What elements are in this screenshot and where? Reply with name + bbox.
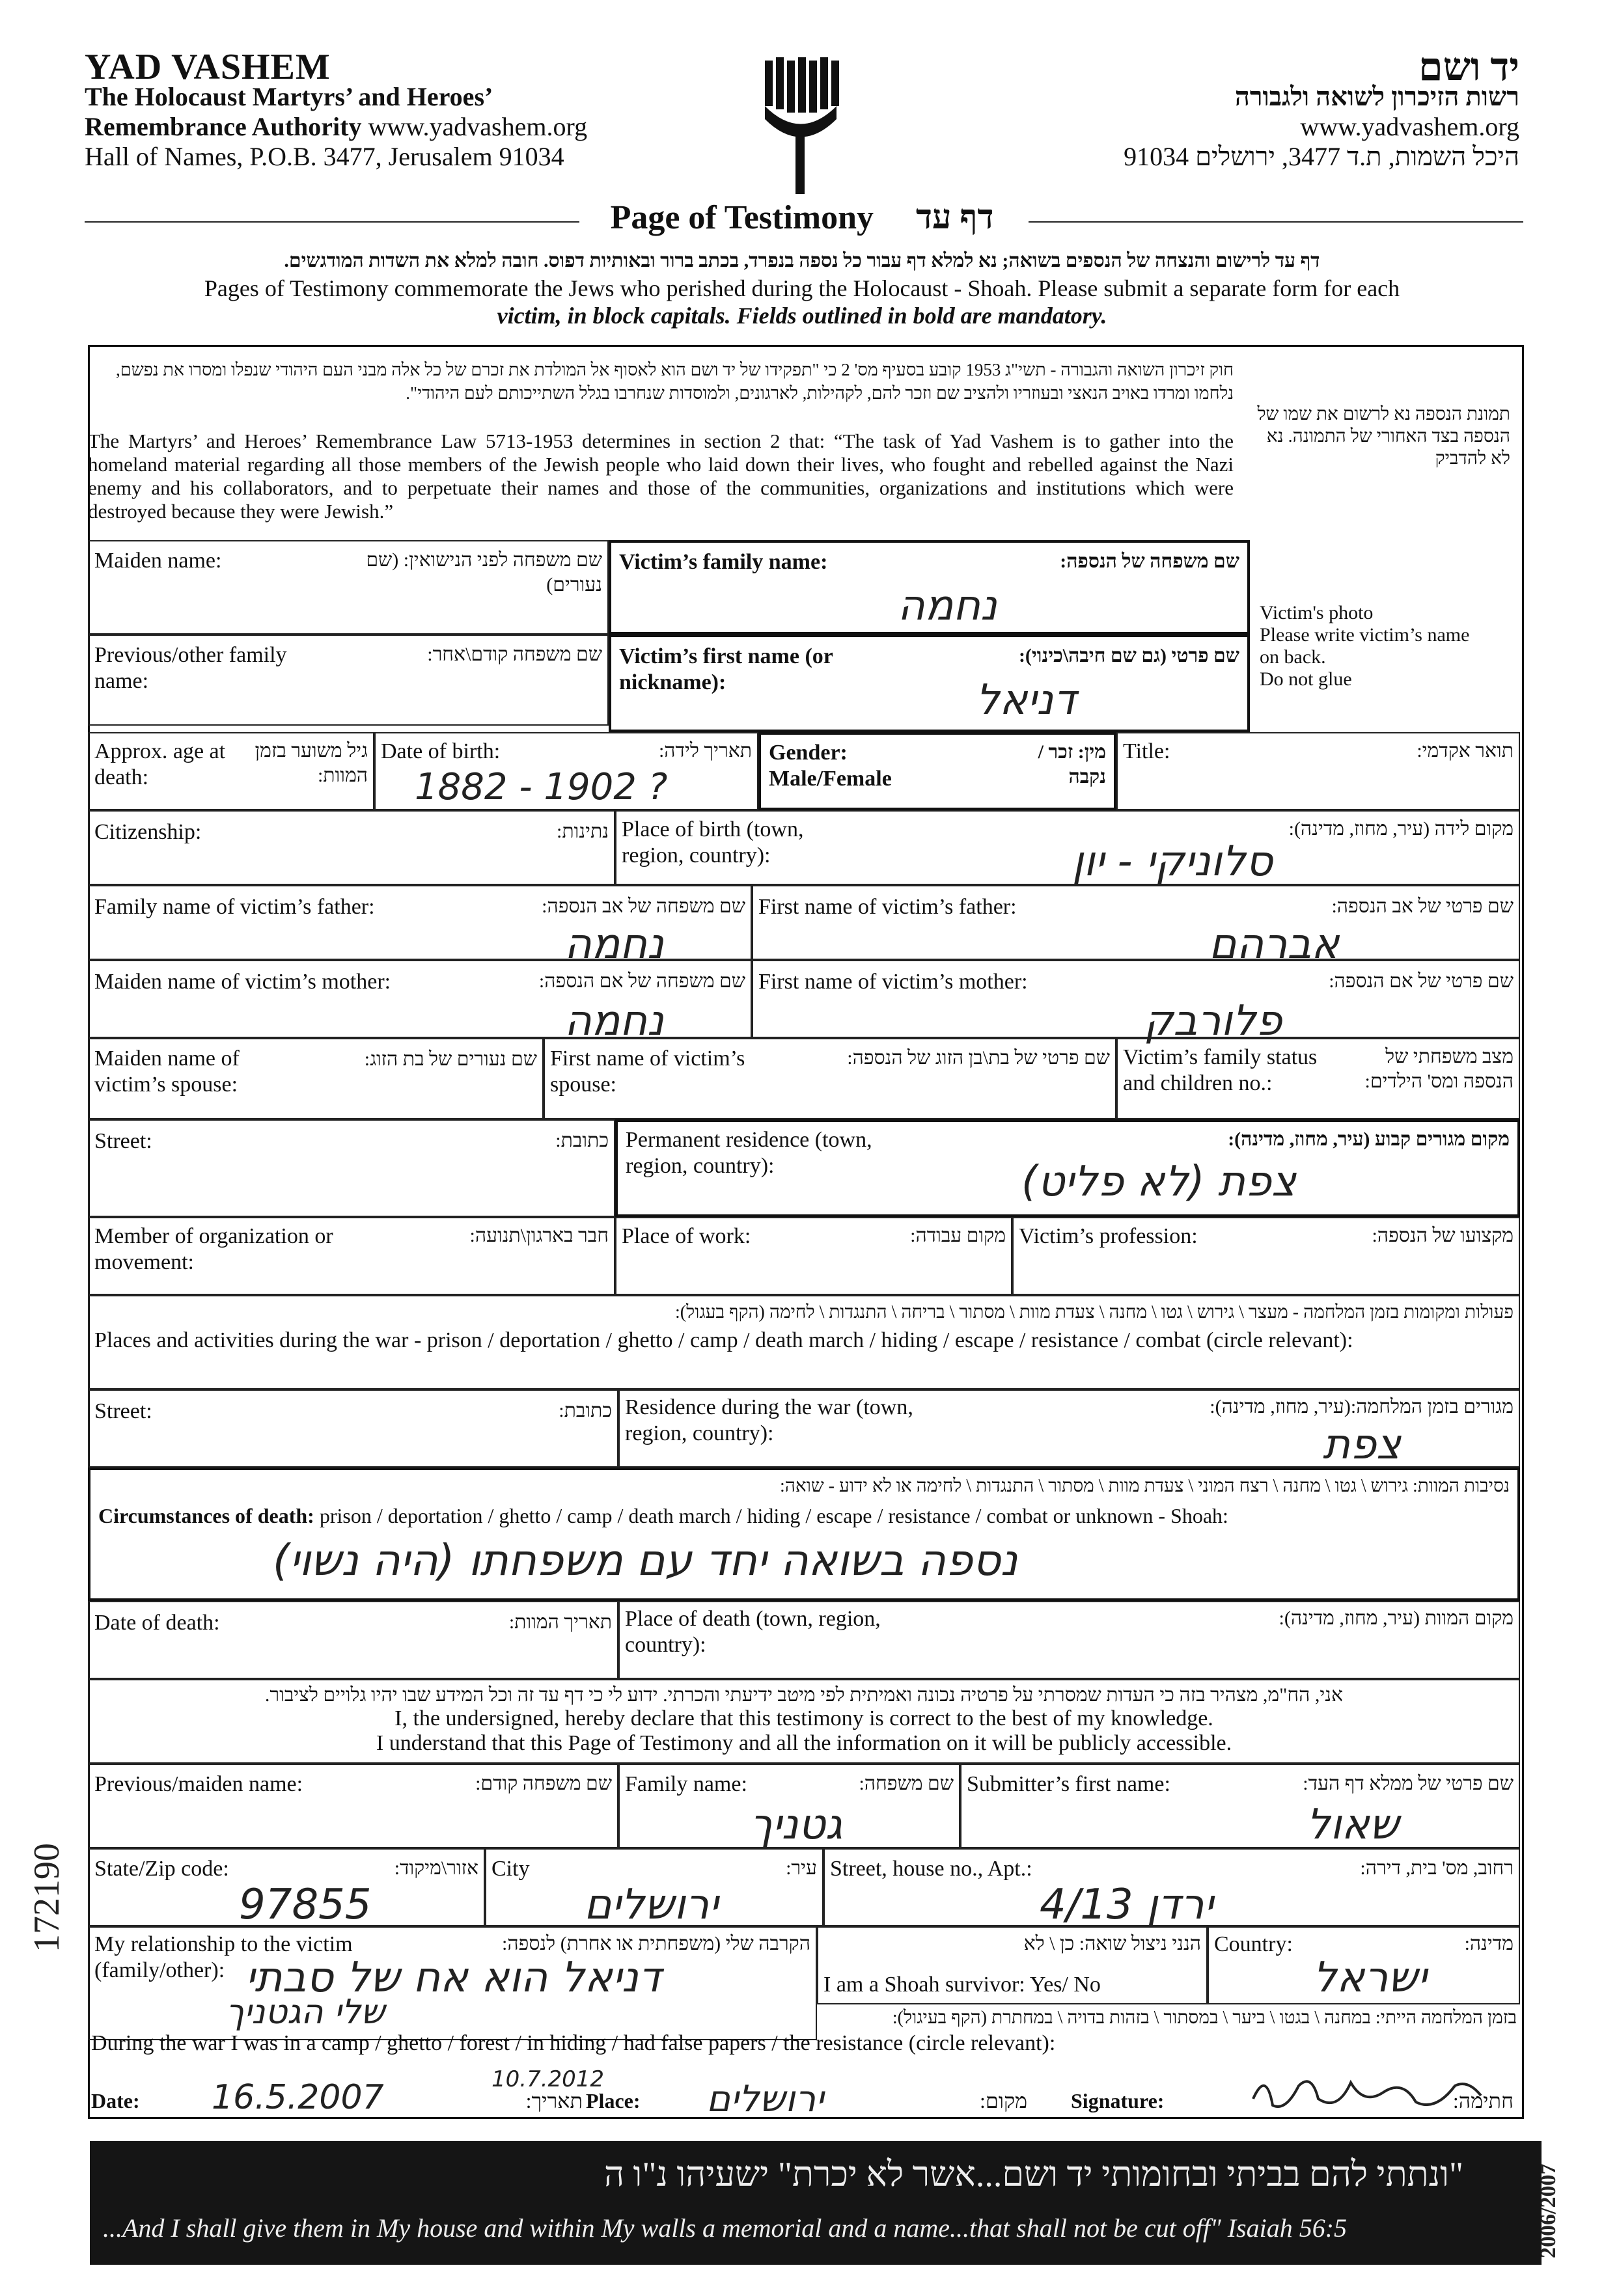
- father-family-label-he: שם משפחה של אב הנספה:: [542, 895, 745, 917]
- age-label-he: גיל משוער בזמן המוות:: [255, 740, 368, 786]
- submitter-family-name-label: Family name:: [625, 1772, 747, 1796]
- header-english: [85, 47, 588, 172]
- place-of-death-field[interactable]: [618, 1601, 1520, 1679]
- website-en: www.yadvashem.org: [368, 112, 588, 141]
- intro-text: [91, 247, 1513, 329]
- residence-field[interactable]: [615, 1119, 1520, 1217]
- previous-name-label: Previous/other family name:: [94, 643, 287, 693]
- first-name-label-he: שם פרטי (גם שם חיבה\כינוי):: [1018, 645, 1239, 666]
- pod-label: Place of death (town, region, country):: [625, 1607, 881, 1657]
- war-places-en: Places and activities during the war - prison / deportation / ghetto / camp / death march / hiding / escape / resistance / combat (circle relevant):: [94, 1328, 1353, 1352]
- submitter-family-name-label-he: שם משפחה:: [859, 1773, 954, 1794]
- relationship-label-he: הקרבה שלי (משפחתית או אחרת) לנספה:: [502, 1933, 810, 1954]
- law-block: [88, 345, 1247, 540]
- date-value: 16.5.2007: [212, 2078, 384, 2117]
- submitter-family-name-field[interactable]: [618, 1764, 960, 1848]
- country-label: Country:: [1214, 1932, 1293, 1956]
- war-residence-value: צפת: [1323, 1421, 1401, 1469]
- father-family-value: נחמה: [564, 920, 664, 968]
- residence-label-he: מקום מגורים קבוע (עיר, מחוז, מדינה):: [1228, 1128, 1510, 1150]
- residence-label: Permanent residence (town, region, country):: [626, 1128, 872, 1178]
- zip-value: 97855: [239, 1881, 372, 1929]
- law-he: חוק זיכרון השואה והגבורה - תשי"ג 1953 קובע בסעיף מס' 2 כי "תפקידו של יד ושם הוא לאסוף אל המולדת את זכרם של כל אלה מבני העם היהודי שנפלו ומסרו את נפשם, נלחמו ומרדו באויב הנאצי ובעוזריו ולהציב שם וזכר להם, לקהילות, לארגונים, ולמוסדות שנחרבו בגלל השתייכותם לעם היהודי".: [115, 360, 1234, 403]
- father-first-label-he: שם פרטי של אב הנספה:: [1331, 895, 1514, 917]
- declaration-en-2: I understand that this Page of Testimony and all the information on it will be publicly accessible.: [376, 1731, 1232, 1755]
- circumstances-field[interactable]: [88, 1468, 1520, 1601]
- title-field[interactable]: [1116, 732, 1520, 810]
- submitter-first-name-field[interactable]: [960, 1764, 1520, 1848]
- title-he: דף עד: [916, 199, 994, 236]
- photo-instructions: [1260, 602, 1520, 690]
- profession-field[interactable]: [1012, 1217, 1520, 1295]
- war-street-field[interactable]: [88, 1389, 618, 1468]
- war-street-label-he: כתובת:: [559, 1400, 612, 1421]
- citizenship-label: Citizenship:: [94, 820, 202, 844]
- dob-value: 1882 - 1902 ?: [415, 766, 668, 808]
- place-label: Place:: [586, 2089, 641, 2112]
- title-label: Title:: [1123, 739, 1170, 763]
- pob-value: סלוניקי - יון: [1072, 838, 1273, 886]
- submitter-first-name-label-he: שם פרטי של ממלא דף העד:: [1303, 1773, 1514, 1794]
- mother-maiden-value: נחמה: [564, 997, 664, 1045]
- survivor-field[interactable]: [817, 1926, 1208, 2004]
- signature-label-he: חתימה:: [1452, 2089, 1514, 2112]
- mother-maiden-field[interactable]: [88, 960, 752, 1045]
- mother-maiden-label: Maiden name of victim’s mother:: [94, 970, 391, 994]
- circumstances-value: נספה בשואה יחד עם משפחתו (היה נשוי): [273, 1535, 1018, 1585]
- footer-en: ...And I shall give them in My house and within My walls a memorial and a name...that shall not be cut off" Isaiah 56:5: [103, 2213, 1348, 2243]
- relationship-value-2: שלי הגטניך: [226, 1993, 385, 2032]
- authority-en-1: The Holocaust Martyrs’ and Heroes’: [85, 82, 493, 111]
- submitter-war-block[interactable]: [91, 2006, 1517, 2057]
- form-year: 2006/2007: [1536, 2163, 1560, 2258]
- submitter-war-en: During the war I was in a camp / ghetto / forest / in hiding / had false papers / the resistance (circle relevant):: [91, 2031, 1056, 2055]
- footer-he: "ונתתי להם בביתי ובחומותי יד ושם...אשר לא יכרת" ישעיהו נ"ו ה: [603, 2155, 1463, 2194]
- member-label: Member of organization or movement:: [94, 1224, 333, 1274]
- mother-first-label-he: שם פרטי של אם הנספה:: [1329, 970, 1514, 992]
- submitter-street-label-he: רחוב, מס' בית, דירה:: [1360, 1857, 1514, 1879]
- pod-label-he: מקום המוות (עיר, מחוז, מדינה):: [1279, 1607, 1514, 1629]
- dod-label-he: תאריך המוות:: [508, 1611, 612, 1633]
- mother-first-field[interactable]: [752, 960, 1520, 1045]
- family-name-label: Victim’s family name:: [619, 550, 828, 574]
- date-label: Date:: [91, 2089, 140, 2112]
- declaration-block: [88, 1679, 1520, 1764]
- city-field[interactable]: [485, 1848, 823, 1929]
- family-name-label-he: שם משפחה של הנספה:: [1060, 551, 1239, 572]
- place-value: ירושלים: [706, 2078, 824, 2120]
- zip-field[interactable]: [88, 1848, 485, 1929]
- father-first-field[interactable]: [752, 885, 1520, 968]
- war-places-he: פעולות ומקומות בזמן המלחמה - מעצר \ גירוש \ גטו \ מחנה \ צעדת מוות \ מסתור \ בריחה \ התנגדות \ לחימה (הקף בעגול):: [675, 1302, 1514, 1322]
- relationship-label: My relationship to the victim (family/other):: [94, 1932, 353, 1982]
- maiden-name-label: Maiden name:: [94, 549, 222, 573]
- city-label-he: עיר:: [786, 1857, 817, 1879]
- spouse-first-label: First name of victim’s spouse:: [550, 1046, 745, 1097]
- submitter-first-name-label: Submitter’s first name:: [967, 1772, 1170, 1796]
- residence-value: צפת (לא פליט): [1021, 1158, 1296, 1206]
- address-he: היכל השמות, ת.ד 3477, ירושלים 91034: [1124, 142, 1519, 171]
- photo-en-1: Victim's photo: [1260, 602, 1374, 623]
- signature-label: Signature:: [1071, 2089, 1165, 2112]
- date-of-death-field[interactable]: [88, 1601, 618, 1679]
- mother-maiden-label-he: שם משפחה של אם הנספה:: [538, 970, 745, 992]
- first-name-field[interactable]: [609, 635, 1250, 732]
- family-name-field[interactable]: [609, 540, 1250, 635]
- intro-en-2: victim, in block capitals. Fields outlined in bold are mandatory.: [497, 303, 1107, 329]
- website-he: www.yadvashem.org: [1300, 112, 1519, 141]
- mother-first-label: First name of victim’s mother:: [758, 970, 1028, 994]
- circumstances-title: Circumstances of death:: [98, 1504, 314, 1527]
- handwritten-page-number: 172190: [27, 1843, 67, 1952]
- submitter-family-name-value: גטניך: [750, 1801, 843, 1849]
- country-field[interactable]: [1208, 1926, 1520, 2004]
- zip-label-he: אזור\מיקוד:: [394, 1857, 478, 1879]
- work-label: Place of work:: [622, 1224, 751, 1248]
- declaration-en-1: I, the undersigned, hereby declare that this testimony is correct to the best of my knowledge.: [394, 1706, 1213, 1730]
- family-status-label-he: מצב משפחתי של הנספה ומס' הילדים:: [1364, 1046, 1514, 1092]
- city-value: ירושלים: [584, 1881, 719, 1929]
- spouse-maiden-field[interactable]: [88, 1038, 544, 1119]
- dob-label-he: תאריך לידה:: [658, 740, 752, 761]
- gender-label-he: מין: זכר / נקבה: [1038, 741, 1106, 787]
- profession-label-he: מקצועו של הנספה:: [1372, 1225, 1514, 1246]
- circumstances-options: prison / deportation / ghetto / camp / death march / hiding / escape / resistance / combat or unknown - Shoah:: [319, 1504, 1228, 1527]
- title-label-he: תואר אקדמי:: [1417, 740, 1514, 761]
- authority-en-2-row: [85, 112, 587, 142]
- pob-label-he: מקום לידה (עיר, מחוז, מדינה):: [1288, 818, 1514, 840]
- photo-en-3: on back.: [1260, 646, 1326, 668]
- header-hebrew: [1124, 46, 1519, 172]
- war-street-label: Street:: [94, 1399, 152, 1423]
- survivor-label-he: הנני ניצול שואה: כן \ לא: [1023, 1933, 1201, 1954]
- photo-en-2: Please write victim’s name: [1260, 624, 1470, 646]
- page-title: [0, 198, 1604, 237]
- maiden-name-label-he: שם משפחה לפני הנישואין: (שם נעורים): [366, 549, 602, 595]
- age-label: Approx. age at death:: [94, 739, 226, 789]
- work-field[interactable]: [615, 1217, 1012, 1295]
- father-first-label: First name of victim’s father:: [758, 895, 1017, 919]
- submitter-war-he: בזמן המלחמה הייתי: במחנה \ בגטו \ ביער \ במסתור \ בזהות בדויה \ במחתרת (הקף בעיגול):: [892, 2008, 1517, 2028]
- zip-label: State/Zip code:: [94, 1857, 229, 1881]
- date-label-he: תאריך:: [525, 2089, 583, 2112]
- title-en: Page of Testimony: [610, 199, 874, 236]
- father-first-value: אברהם: [1209, 920, 1340, 968]
- authority-he: רשות הזיכרון לשואה ולגבורה: [1234, 82, 1519, 111]
- pob-label: Place of birth (town, region, country):: [622, 817, 804, 868]
- spouse-maiden-label: Maiden name of victim’s spouse:: [94, 1046, 240, 1097]
- war-residence-field[interactable]: [618, 1389, 1520, 1468]
- spouse-first-field[interactable]: [544, 1038, 1116, 1119]
- street-label: Street:: [94, 1129, 152, 1153]
- street-label-he: כתובת:: [555, 1130, 609, 1151]
- org-name-en: YAD VASHEM: [85, 47, 331, 87]
- first-name-value: דניאל: [976, 676, 1077, 724]
- dod-label: Date of death:: [94, 1611, 220, 1635]
- law-en: The Martyrs’ and Heroes’ Remembrance Law 5713-1953 determines in section 2 that: “The task of Yad Vashem is to gather into the homeland material regarding all those members of the Jewish people who laid down their lives, who fought and rebelled against the Nazi enemy and his collaborators, and to perpetuate their names and those of the communities, organizations and institutions which were destroyed because they were Jewish.”: [88, 430, 1234, 523]
- intro-en-1: Pages of Testimony commemorate the Jews who perished during the Holocaust - Shoah. Please submit a separate form for each: [204, 275, 1400, 301]
- address-en: Hall of Names, P.O.B. 3477, Jerusalem 91034: [85, 142, 564, 171]
- footer-banner: [90, 2141, 1542, 2265]
- spouse-first-label-he: שם פרטי של בת\בן הזוג של הנספה:: [847, 1047, 1110, 1069]
- gender-label: Gender: Male/Female: [769, 741, 892, 791]
- circumstances-he: נסיבות המוות: גירוש \ גטו \ מחנה \ רצח המוני \ צעדת מוות \ מסתור \ התנגדות \ לחימה או לא ידוע - שואה:: [780, 1476, 1510, 1496]
- declaration-he: אני, הח"מ, מצהיר בזה כי העדות שמסרתי על פרטיה נכונה ואמיתית לפי מיטב ידיעתי והכרתי. ידוע לי כי דף עד זה וכל המידע שבו יהיו גלויים לציבור.: [264, 1684, 1344, 1706]
- citizenship-label-he: נתינות:: [557, 821, 609, 842]
- intro-he: דף עד לרישום והנצחה של הנספים בשואה; נא למלא דף עבור כל נספה בנפרד, בכתב ברור ובאותיות דפוס. חובה למלא את השדות המודגשים.: [284, 250, 1320, 271]
- country-value: ישראל: [1313, 1954, 1427, 2002]
- dob-label: Date of birth:: [381, 739, 501, 763]
- citizenship-field[interactable]: [88, 810, 615, 885]
- family-status-field[interactable]: [1116, 1038, 1520, 1119]
- yad-vashem-logo: [762, 57, 840, 194]
- submitter-first-name-value: שאול: [1307, 1801, 1399, 1849]
- war-residence-label-he: מגורים בזמן המלחמה:(עיר, מחוז, מדינה):: [1210, 1396, 1514, 1417]
- submitter-street-label: Street, house no., Apt.:: [830, 1857, 1032, 1881]
- place-label-he: מקום:: [980, 2089, 1028, 2112]
- family-status-label: Victim’s family status and children no.:: [1123, 1045, 1318, 1095]
- street-field[interactable]: [88, 1119, 615, 1217]
- father-family-field[interactable]: [88, 885, 752, 968]
- signature-row: [88, 2066, 1520, 2120]
- war-places-field[interactable]: [88, 1295, 1520, 1389]
- submitter-prev-name-label: Previous/maiden name:: [94, 1772, 303, 1796]
- mother-first-value: פלורבק: [1144, 997, 1282, 1045]
- submitter-street-field[interactable]: [823, 1848, 1520, 1929]
- family-name-value: נחמה: [898, 582, 997, 630]
- gender-field[interactable]: [758, 732, 1116, 810]
- previous-name-label-he: שם משפחה קודם\אחר:: [427, 644, 602, 665]
- maiden-name-field[interactable]: [88, 540, 609, 635]
- submitter-prev-name-field[interactable]: [88, 1764, 618, 1848]
- age-field[interactable]: [88, 732, 374, 810]
- submitter-prev-name-label-he: שם משפחה קודם:: [475, 1773, 612, 1794]
- photo-he: תמונת הנספה נא לרשום את שמו של הנספה בצד האחורי של התמונה. נא לא להדביק: [1257, 404, 1510, 469]
- city-label: City: [491, 1857, 530, 1881]
- spouse-maiden-label-he: שם נעורים של בת הזוג:: [364, 1048, 537, 1070]
- war-residence-label: Residence during the war (town, region, country):: [625, 1395, 913, 1445]
- previous-name-field[interactable]: [88, 635, 609, 726]
- dob-field[interactable]: [374, 732, 758, 810]
- profession-label: Victim’s profession:: [1019, 1224, 1198, 1248]
- photo-en-4: Do not glue: [1260, 668, 1352, 690]
- first-name-label: Victim’s first name (or nickname):: [619, 644, 833, 694]
- member-field[interactable]: [88, 1217, 615, 1295]
- place-of-birth-field[interactable]: [615, 810, 1520, 885]
- date-value-2: 10.7.2012: [491, 2066, 605, 2092]
- father-family-label: Family name of victim’s father:: [94, 895, 375, 919]
- authority-en-2: Remembrance Authority: [85, 112, 362, 141]
- relationship-value: דניאל הוא אח של סבתי: [245, 1954, 661, 2002]
- org-name-he: יד ושם: [1418, 46, 1519, 89]
- country-label-he: מדינה:: [1464, 1933, 1514, 1954]
- work-label-he: מקום עבודה:: [910, 1225, 1006, 1246]
- member-label-he: חבר בארגון\תנועה:: [469, 1225, 609, 1246]
- submitter-street-value: ירדן 4/13: [1040, 1881, 1213, 1929]
- survivor-label: I am a Shoah survivor: Yes/ No: [823, 1973, 1101, 1997]
